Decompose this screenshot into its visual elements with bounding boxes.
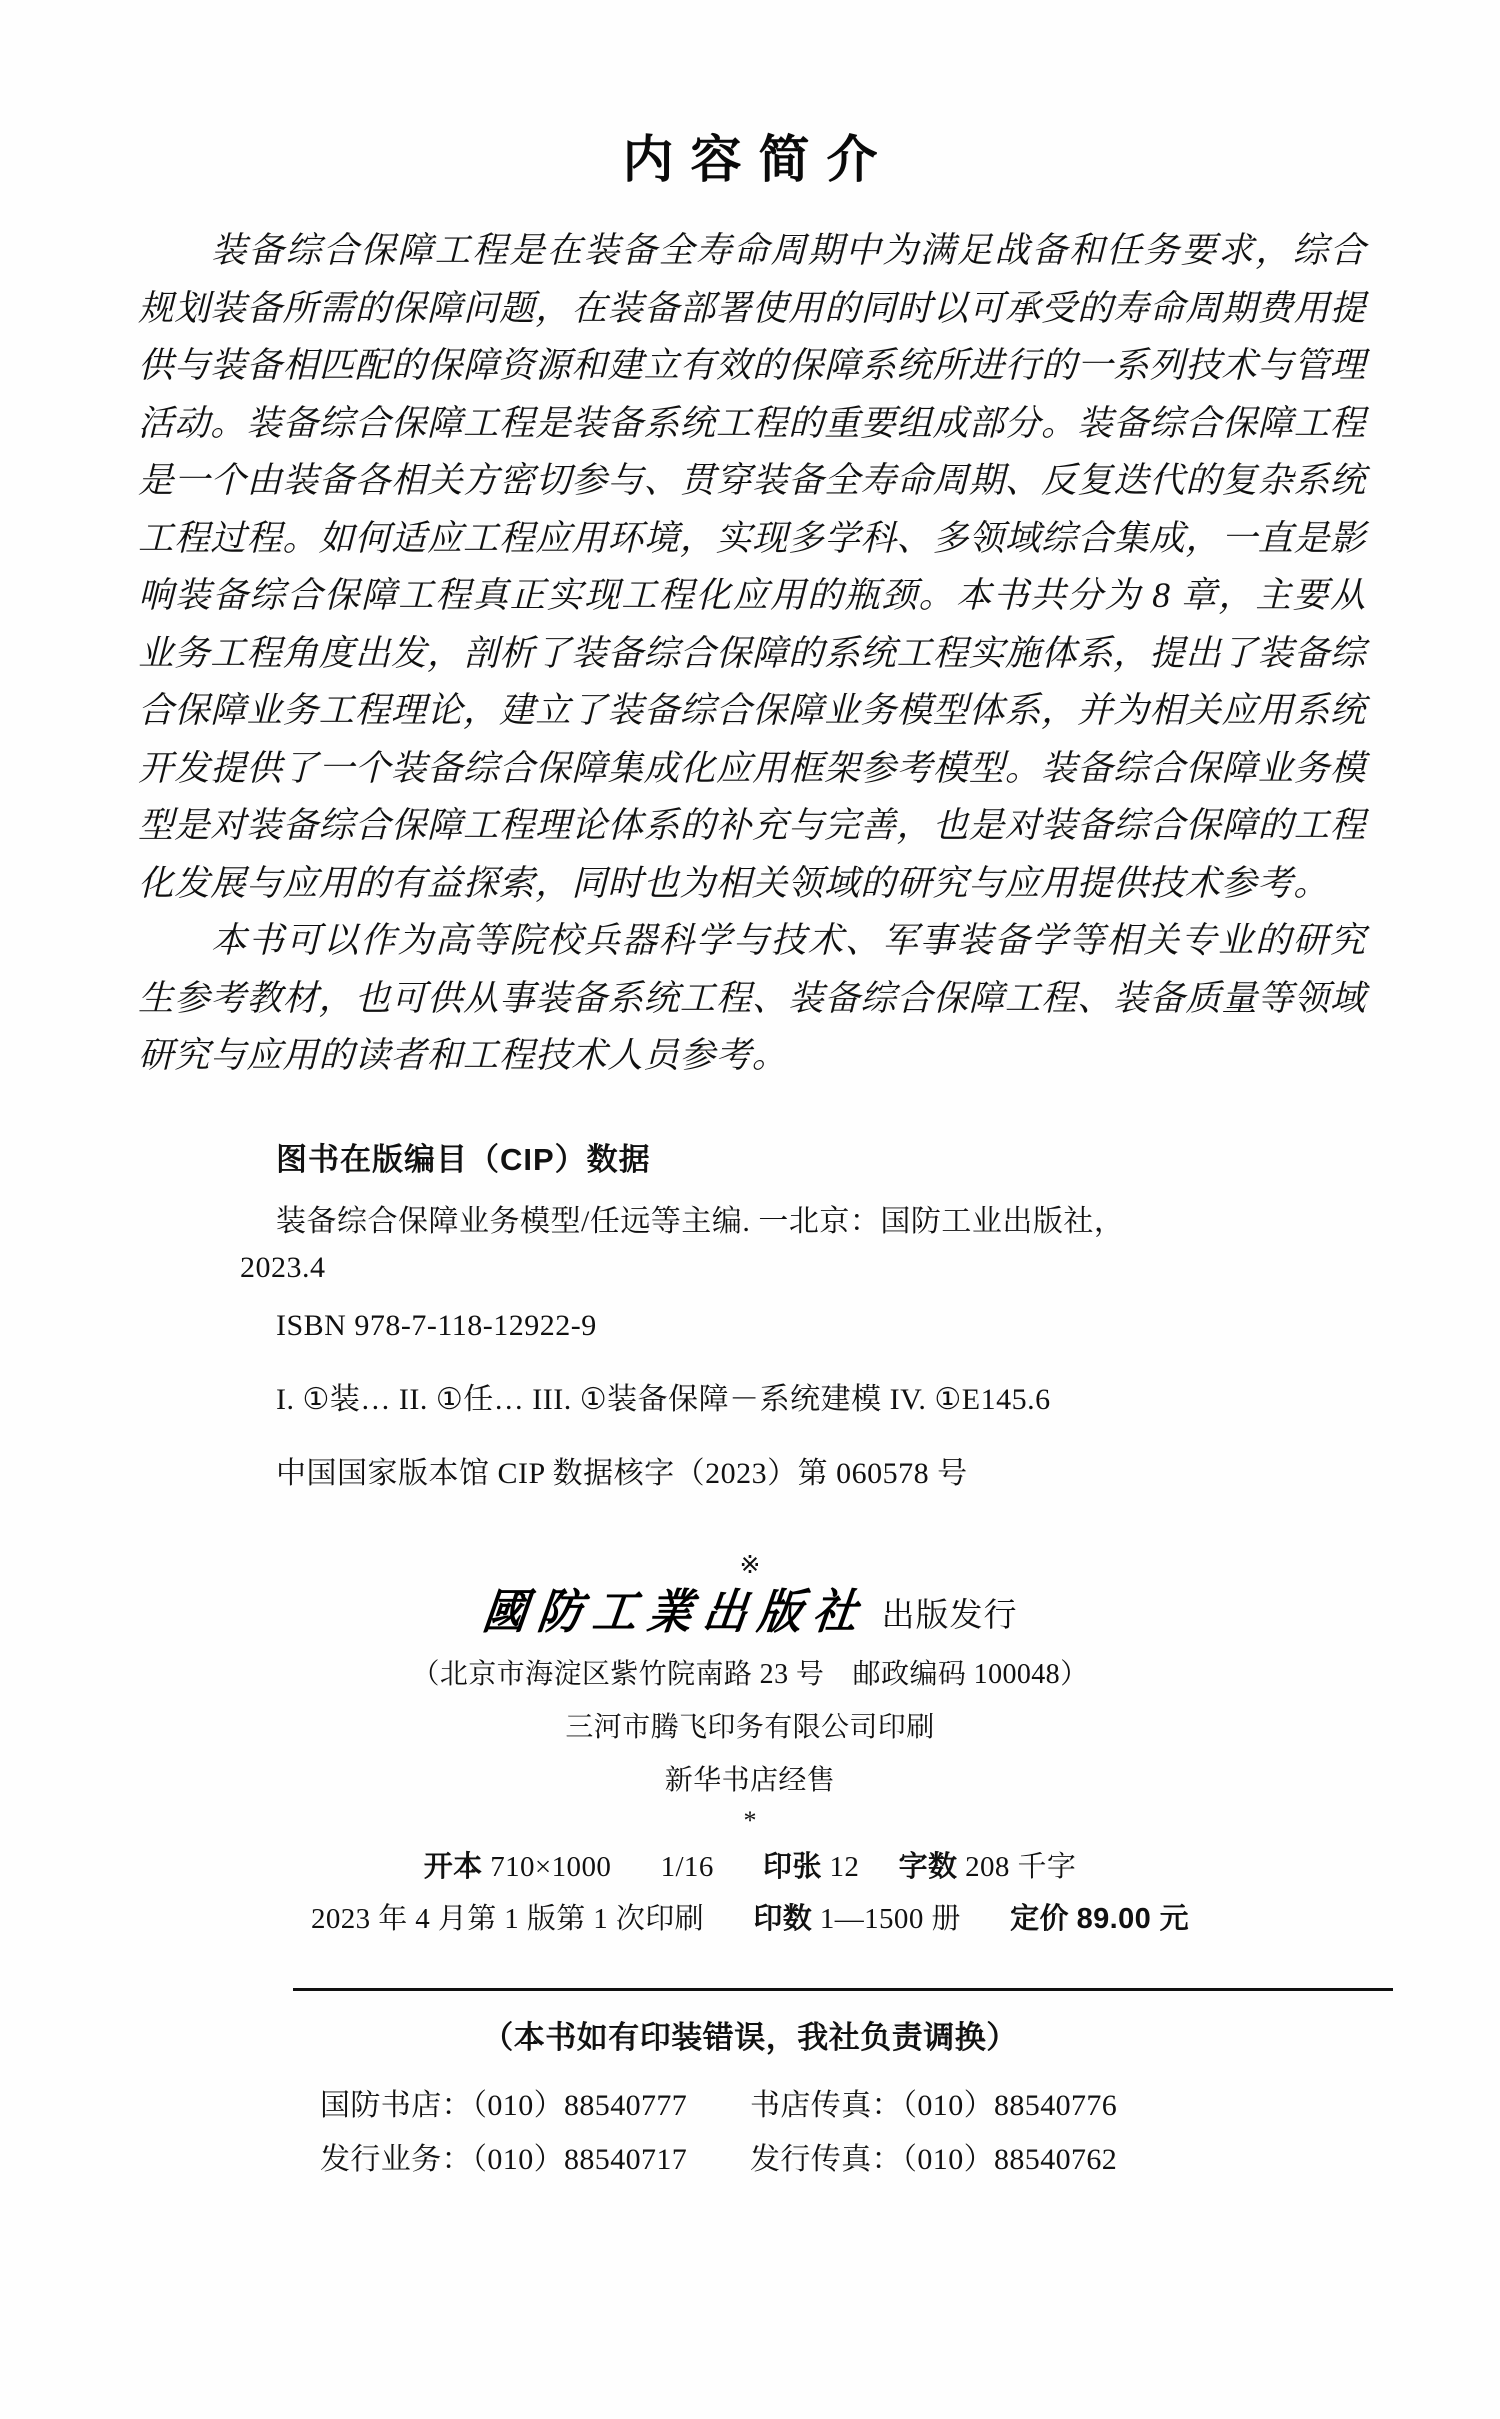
sheet-fraction: 1/16 bbox=[660, 1851, 714, 1883]
bookstore-phone: 国防书店：（010）88540777 bbox=[320, 2089, 688, 2122]
cip-isbn: ISBN 978-7-118-12922-9 bbox=[276, 1309, 597, 1342]
print-run-label: 印数 bbox=[753, 1903, 813, 1935]
sales-fax: 发行传真：（010）88540762 bbox=[750, 2143, 1118, 2176]
publisher-row bbox=[0, 1586, 1500, 1640]
print-specs-row-2 bbox=[0, 1896, 1500, 1937]
sales-phone: 发行业务：（010）88540717 bbox=[320, 2143, 688, 2176]
print-specs-row-1 bbox=[0, 1844, 1500, 1885]
cip-entry-line-1: 装备综合保障业务模型/任远等主编. 一北京：国防工业出版社， bbox=[276, 1205, 1125, 1238]
format-label: 开本 bbox=[423, 1851, 483, 1883]
format-value: 710×1000 bbox=[490, 1851, 612, 1883]
cip-classification: I. ①装… II. ①任… III. ①装备保障－系统建模 IV. ①E145.6 bbox=[276, 1383, 1051, 1416]
horizontal-divider bbox=[293, 1988, 1393, 1991]
price-label: 定价 bbox=[1010, 1903, 1069, 1935]
printer-line: 三河市腾飞印务有限公司印刷 bbox=[565, 1712, 935, 1743]
sheets-value: 12 bbox=[829, 1851, 860, 1883]
price-value: 89.00 元 bbox=[1076, 1903, 1189, 1935]
bookstore-fax: 书店传真：（010）88540776 bbox=[750, 2089, 1118, 2122]
contact-column-left bbox=[320, 2079, 750, 2187]
sheets-label: 印张 bbox=[763, 1851, 822, 1883]
publisher-suffix: 出版发行 bbox=[881, 1598, 1018, 1634]
cip-archive-number: 中国国家版本馆 CIP 数据核字（2023）第 060578 号 bbox=[276, 1457, 968, 1490]
contact-grid bbox=[0, 2079, 1500, 2187]
star-divider-icon: * bbox=[743, 1806, 757, 1835]
summary-body bbox=[138, 222, 1366, 1085]
cip-entry-line-2: 2023.4 bbox=[240, 1251, 326, 1284]
publisher-logo: 國防工業出版社 bbox=[479, 1586, 871, 1639]
exchange-notice: （本书如有印装错误，我社负责调换） bbox=[482, 2020, 1018, 2055]
imprint-block bbox=[0, 1552, 1500, 1937]
cip-block bbox=[240, 1134, 1276, 1497]
edition-statement: 2023 年 4 月第 1 版第 1 次印刷 bbox=[310, 1903, 705, 1935]
footer-block bbox=[0, 2000, 1500, 2187]
summary-paragraph-2: 本书可以作为高等院校兵器科学与技术、军事装备学等相关专业的研究生参考教材，也可供从事装备系统工程、装备综合保障工程、装备质量等领域研究与应用的读者和工程技术人员参考。 bbox=[138, 920, 1366, 1075]
distributor-line: 新华书店经售 bbox=[664, 1765, 836, 1796]
words-label: 字数 bbox=[898, 1851, 958, 1883]
summary-paragraph-1: 装备综合保障工程是在装备全寿命周期中为满足战备和任务要求，综合规划装备所需的保障问题，在装备部署使用的同时以可承受的寿命周期费用提供与装备相匹配的保障资源和建立有效的保障系统所进行的一系列技术与管理活动。装备综合保障工程是装备系统工程的重要组成部分。装备综合保障工程是一个由装备各相关方密切参与、贯穿装备全寿命周期、反复迭代的复杂系统工程过程。如何适应工程应用环境，实现多学科、多领域综合集成，一直是影响装备综合保障工程真正实现工程化应用的瓶颈。本书共分为 8 章，主要从业务工程角度出发，剖析了装备综合保障的系统工程实施体系，提出了装备综合保障业务工程理论，建立了装备综合保障业务模型体系，并为相关应用系统开发提供了一个装备综合保障集成化应用框架参考模型。装备综合保障业务模型是对装备综合保障工程理论体系的补充与完善，也是对装备综合保障的工程化发展与应用的有益探索，同时也为相关领域的研究与应用提供技术参考。 bbox=[138, 230, 1366, 903]
asterisk-divider-icon: ※ bbox=[739, 1552, 761, 1579]
contact-column-right bbox=[750, 2079, 1180, 2187]
publisher-address: （北京市海淀区紫竹院南路 23 号 邮政编码 100048） bbox=[411, 1659, 1089, 1690]
print-run-value: 1—1500 册 bbox=[819, 1903, 961, 1935]
page-title: 内容简介 bbox=[622, 131, 895, 188]
cip-heading: 图书在版编目（CIP）数据 bbox=[276, 1142, 651, 1177]
words-value: 208 千字 bbox=[965, 1851, 1077, 1883]
